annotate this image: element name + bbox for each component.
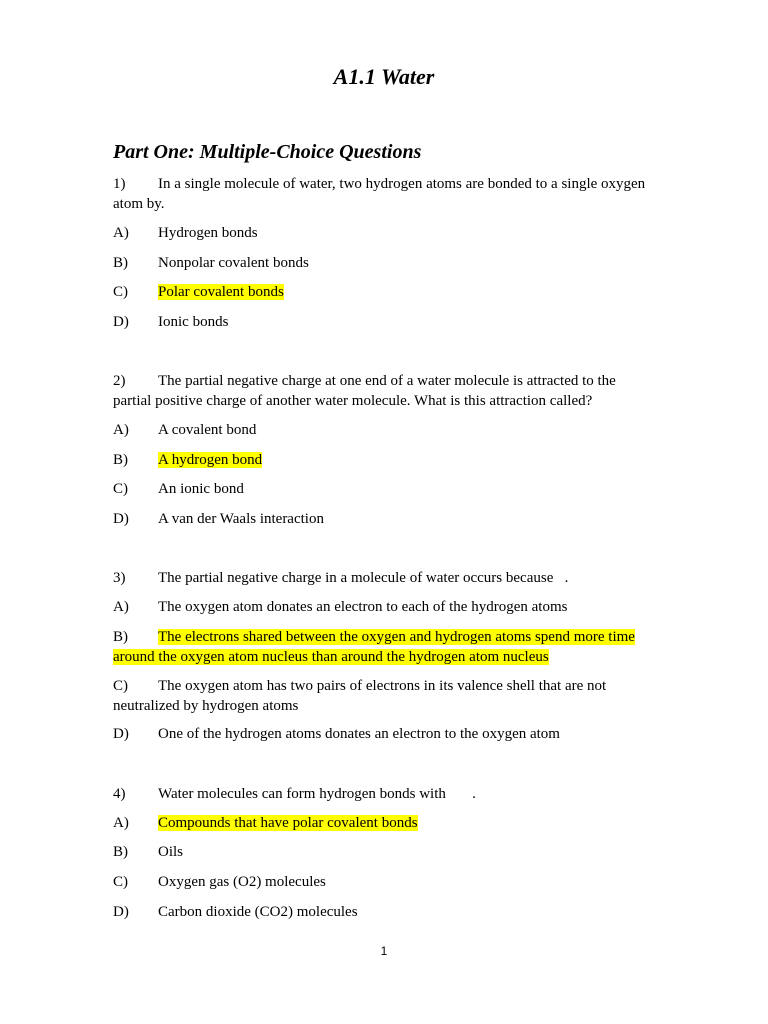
- option-letter: D): [113, 904, 129, 920]
- question-number: 2): [113, 373, 126, 389]
- question-1-option-b: [113, 253, 658, 273]
- option-letter: B): [113, 255, 128, 271]
- question-3-option-b: [113, 627, 641, 667]
- option-letter: A): [113, 225, 129, 241]
- page-number: 1: [380, 944, 388, 958]
- question-1-option-a: [113, 223, 658, 243]
- question-3: [113, 568, 658, 588]
- option-letter: B): [113, 629, 128, 645]
- option-letter: D): [113, 726, 129, 742]
- question-1-option-c: [113, 282, 658, 302]
- question-4-option-a: [113, 813, 658, 833]
- document-title: A1.1 Water: [333, 64, 435, 89]
- option-text: The oxygen atom donates an electron to each of the hydrogen atoms: [158, 599, 568, 615]
- question-4-option-d: [113, 902, 658, 922]
- option-text: The oxygen atom has two pairs of electrons in its valence shell that are not neutralized by hydrogen atoms: [113, 678, 607, 714]
- question-3-option-d: [113, 724, 658, 744]
- option-letter: B): [113, 844, 128, 860]
- option-letter: C): [113, 874, 128, 890]
- option-text: Oxygen gas (O2) molecules: [158, 874, 326, 890]
- option-letter: D): [113, 314, 129, 330]
- option-letter: C): [113, 481, 128, 497]
- option-letter: A): [113, 599, 129, 615]
- question-number: 1): [113, 176, 126, 192]
- question-text: The partial negative charge in a molecule of water occurs because .: [158, 570, 569, 586]
- option-text: An ionic bond: [158, 481, 244, 497]
- question-1-option-d: [113, 312, 658, 332]
- option-text-highlighted: Polar covalent bonds: [158, 284, 284, 300]
- question-3-option-c: [113, 676, 623, 716]
- question-2-option-a: [113, 420, 658, 440]
- question-text: In a single molecule of water, two hydrogen atoms are bonded to a single oxygen atom by.: [113, 176, 646, 212]
- option-text-highlighted: A hydrogen bond: [158, 452, 263, 468]
- option-text-highlighted: The electrons shared between the oxygen and hydrogen atoms spend more time around the oxygen atom nucleus than around the hydrogen atom nucleus: [113, 629, 635, 665]
- option-text: Ionic bonds: [158, 314, 229, 330]
- question-3-option-a: [113, 597, 658, 617]
- option-text: Hydrogen bonds: [158, 225, 258, 241]
- option-text: Oils: [158, 844, 184, 860]
- question-4: [113, 784, 658, 804]
- question-4-option-c: [113, 872, 658, 892]
- question-4-option-b: [113, 842, 658, 862]
- option-text: A van der Waals interaction: [158, 511, 324, 527]
- option-letter: C): [113, 678, 128, 694]
- option-text-highlighted: Compounds that have polar covalent bonds: [158, 815, 418, 831]
- option-letter: A): [113, 422, 129, 438]
- part-heading: Part One: Multiple-Choice Questions: [113, 141, 422, 163]
- option-letter: A): [113, 815, 129, 831]
- option-text: One of the hydrogen atoms donates an electron to the oxygen atom: [158, 726, 560, 742]
- question-2-option-b: [113, 450, 658, 470]
- option-text: Carbon dioxide (CO2) molecules: [158, 904, 358, 920]
- option-text: Nonpolar covalent bonds: [158, 255, 309, 271]
- question-2: [113, 371, 653, 411]
- option-letter: B): [113, 452, 128, 468]
- question-text: The partial negative charge at one end of a water molecule is attracted to the partial positive charge of another water molecule. What is this attraction called?: [113, 373, 616, 409]
- option-text: A covalent bond: [158, 422, 257, 438]
- question-number: 4): [113, 786, 126, 802]
- option-letter: D): [113, 511, 129, 527]
- question-2-option-c: [113, 479, 658, 499]
- question-text: Water molecules can form hydrogen bonds with .: [158, 786, 476, 802]
- question-2-option-d: [113, 509, 658, 529]
- option-letter: C): [113, 284, 128, 300]
- question-1: [113, 174, 653, 214]
- question-number: 3): [113, 570, 126, 586]
